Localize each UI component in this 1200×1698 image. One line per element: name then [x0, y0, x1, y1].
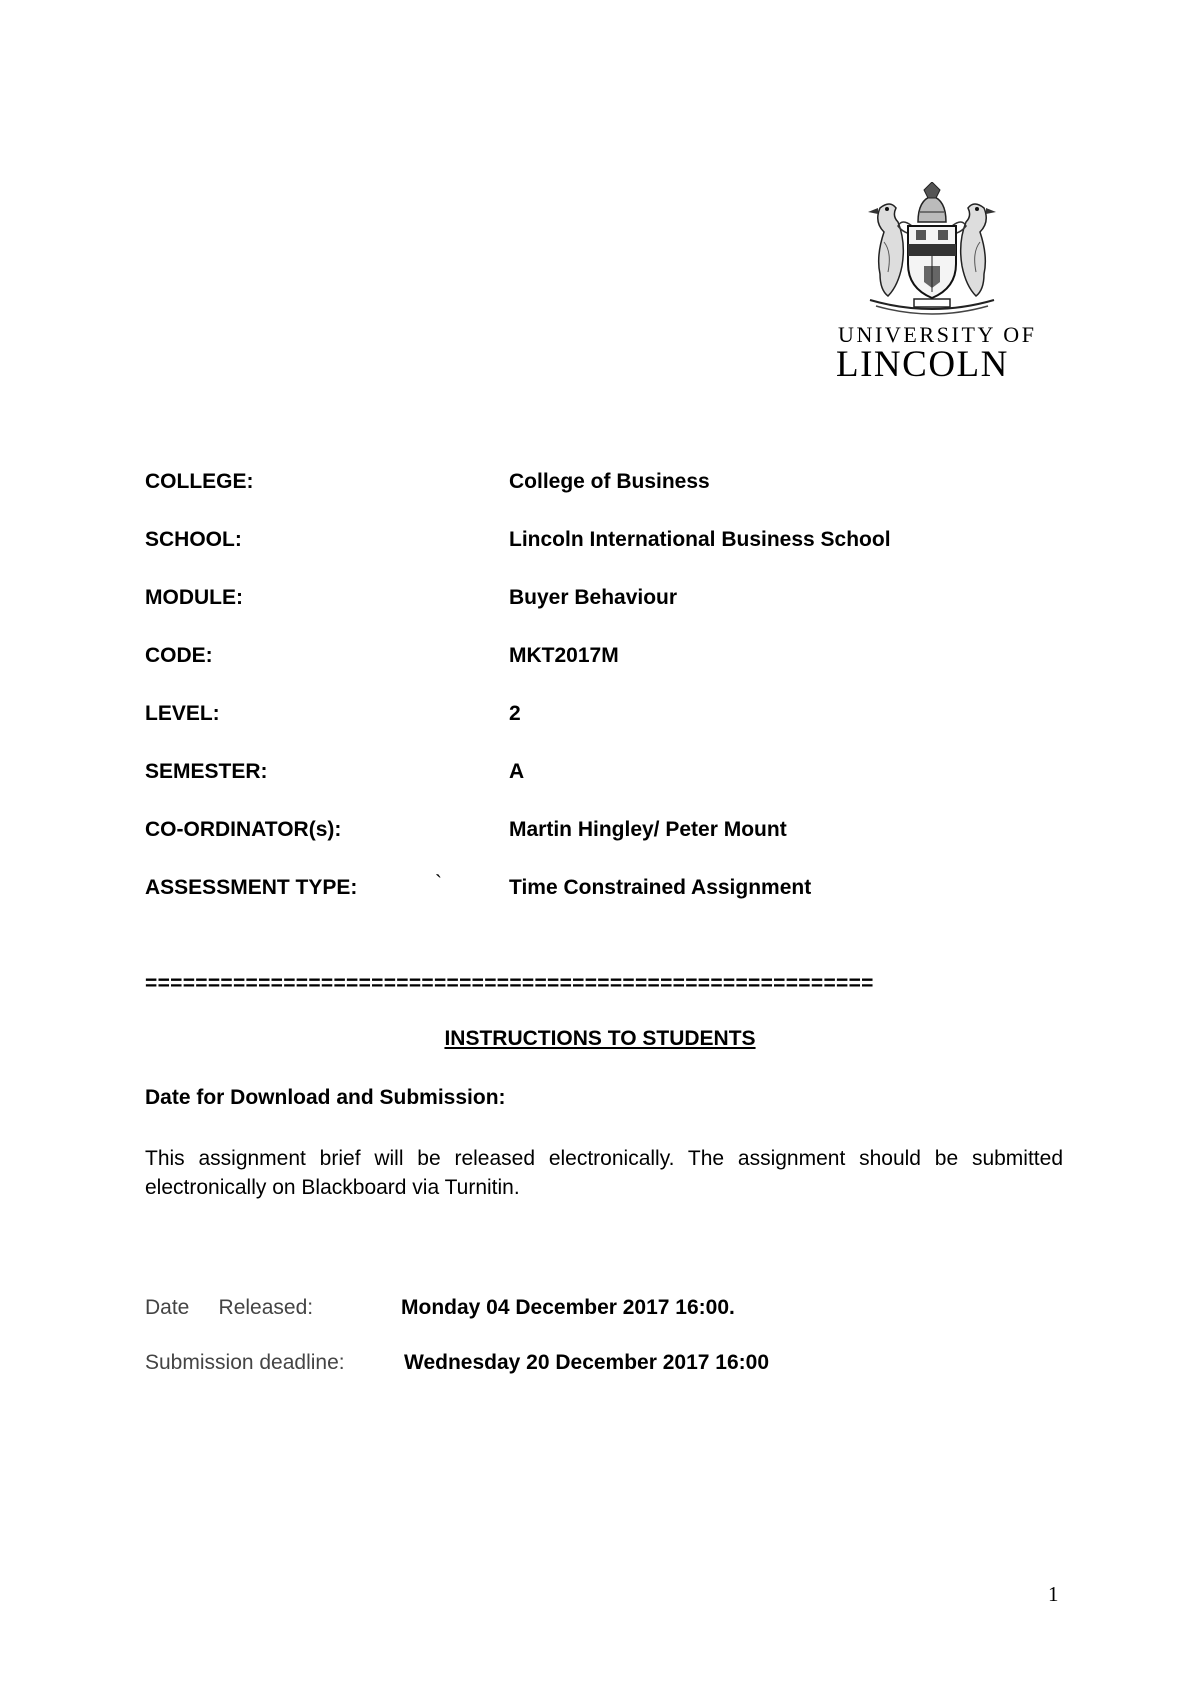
logo-university-of: UNIVERSITY OF — [838, 322, 1037, 347]
released-label: Date Released: — [145, 1296, 314, 1319]
field-value: 2 — [509, 702, 521, 725]
deadline-value: Wednesday 20 December 2017 16:00 — [404, 1351, 769, 1374]
field-value: Martin Hingley/ Peter Mount — [509, 818, 787, 841]
logo-lincoln: LINCOLN — [836, 344, 1009, 385]
field-value: Time Constrained Assignment — [509, 876, 812, 899]
date-heading: Date for Download and Submission: — [145, 1086, 506, 1109]
university-logo — [836, 182, 1053, 385]
field-label: CODE: — [145, 644, 213, 667]
instructions-heading: INSTRUCTIONS TO STUDENTS — [444, 1027, 756, 1050]
field-label: ASSESSMENT TYPE: — [145, 876, 358, 899]
field-label: SEMESTER: — [145, 760, 268, 783]
field-value: Lincoln International Business School — [509, 528, 891, 551]
released-value: Monday 04 December 2017 16:00. — [401, 1296, 735, 1319]
crest-icon — [862, 182, 1002, 318]
field-label: COLLEGE: — [145, 470, 254, 493]
field-label: SCHOOL: — [145, 528, 242, 551]
body-paragraph: This assignment brief will be released electronically. The assignment should be submitted electronically on Blackboard via Turnitin. — [145, 1147, 1063, 1199]
page-number: 1 — [1048, 1582, 1059, 1606]
field-label: CO-ORDINATOR(s): — [145, 818, 342, 841]
stray-mark: ` — [435, 872, 442, 895]
field-label: MODULE: — [145, 586, 243, 609]
field-value: College of Business — [509, 470, 710, 493]
field-value: A — [509, 760, 525, 783]
field-value: Buyer Behaviour — [509, 586, 678, 609]
field-value: MKT2017M — [509, 644, 619, 667]
field-label: LEVEL: — [145, 702, 220, 725]
deadline-label: Submission deadline: — [145, 1351, 345, 1374]
divider-line: ========================================================== — [145, 972, 874, 995]
